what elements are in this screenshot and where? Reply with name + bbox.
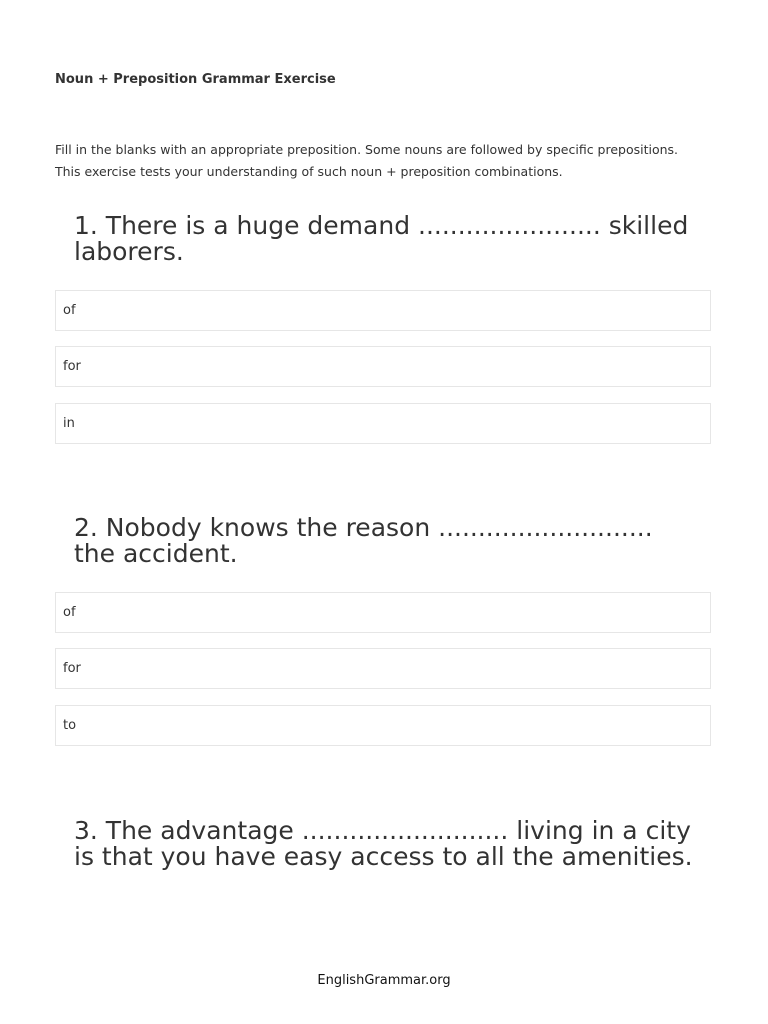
question-text-line: 3. The advantage .......................... living in a city xyxy=(74,816,691,845)
question-3 xyxy=(74,818,714,870)
answer-option-label: to xyxy=(63,718,77,733)
answer-option-label: in xyxy=(63,416,75,431)
instructions-line: Fill in the blanks with an appropriate preposition. Some nouns are followed by specific prepositions. xyxy=(55,142,679,157)
instructions xyxy=(55,139,735,183)
answer-option-label: for xyxy=(63,359,81,374)
answer-option[interactable] xyxy=(55,648,711,689)
answer-option[interactable] xyxy=(55,705,711,746)
answer-option[interactable] xyxy=(55,403,711,444)
question-text-line: 1. There is a huge demand ....................... skilled xyxy=(74,211,689,240)
instructions-line: This exercise tests your understanding of such noun + preposition combinations. xyxy=(55,164,563,179)
question-text-line: 2. Nobody knows the reason ........................... xyxy=(74,513,653,542)
question-text-line: the accident. xyxy=(74,539,238,568)
answer-option[interactable] xyxy=(55,346,711,387)
question-1 xyxy=(74,213,714,265)
answer-option[interactable] xyxy=(55,592,711,633)
site-footer: EnglishGrammar.org xyxy=(317,973,451,988)
answer-option[interactable] xyxy=(55,290,711,331)
answer-option-label: for xyxy=(63,661,81,676)
page-title: Noun + Preposition Grammar Exercise xyxy=(55,72,336,87)
question-2 xyxy=(74,515,714,567)
answer-option-label: of xyxy=(63,303,76,318)
question-text-line: is that you have easy access to all the amenities. xyxy=(74,842,693,871)
question-text-line: laborers. xyxy=(74,237,184,266)
answer-option-label: of xyxy=(63,605,76,620)
